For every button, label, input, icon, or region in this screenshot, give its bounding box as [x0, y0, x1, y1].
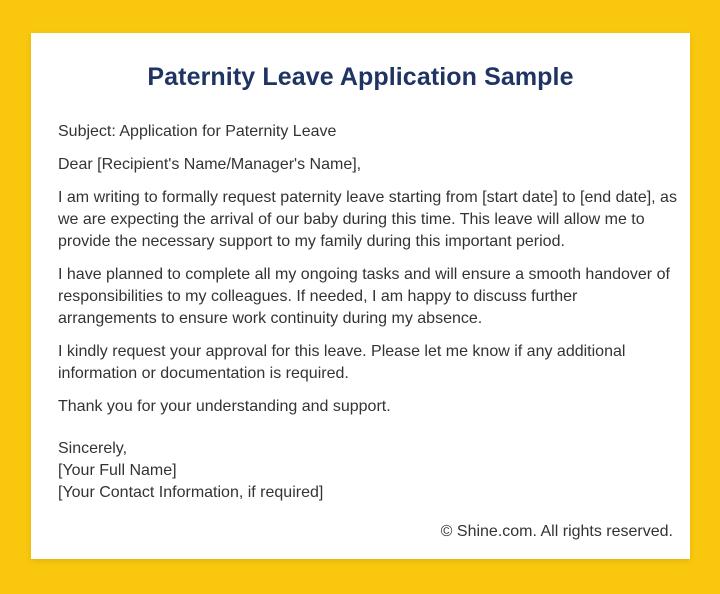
paragraph-request: I am writing to formally request paternity leave starting from [start date] to [end date], as we are expecting the arrival of our baby during this time. This leave will allow me to provide the necessary support to my family during this important period.	[58, 189, 677, 250]
copyright-notice: © Shine.com. All rights reserved.	[440, 523, 673, 540]
letter-card	[31, 33, 690, 559]
paragraph-thanks: Thank you for your understanding and support.	[58, 398, 391, 415]
closing-block	[58, 438, 680, 504]
greeting-line: Dear [Recipient's Name/Manager's Name],	[58, 156, 362, 173]
signature-name: [Your Full Name]	[58, 462, 177, 479]
paragraph-handover: I have planned to complete all my ongoing tasks and will ensure a smooth handover of responsibilities to my colleagues. If needed, I am happy to discuss further arrangements to ensure work continuity during my absence.	[58, 266, 670, 327]
signature-contact: [Your Contact Information, if required]	[58, 484, 324, 501]
signoff: Sincerely,	[58, 440, 128, 457]
subject-line: Subject: Application for Paternity Leave	[58, 123, 337, 140]
letter-body	[58, 121, 680, 504]
paragraph-approval: I kindly request your approval for this leave. Please let me know if any additional information or documentation is required.	[58, 343, 626, 382]
page-title: Paternity Leave Application Sample	[147, 63, 574, 91]
